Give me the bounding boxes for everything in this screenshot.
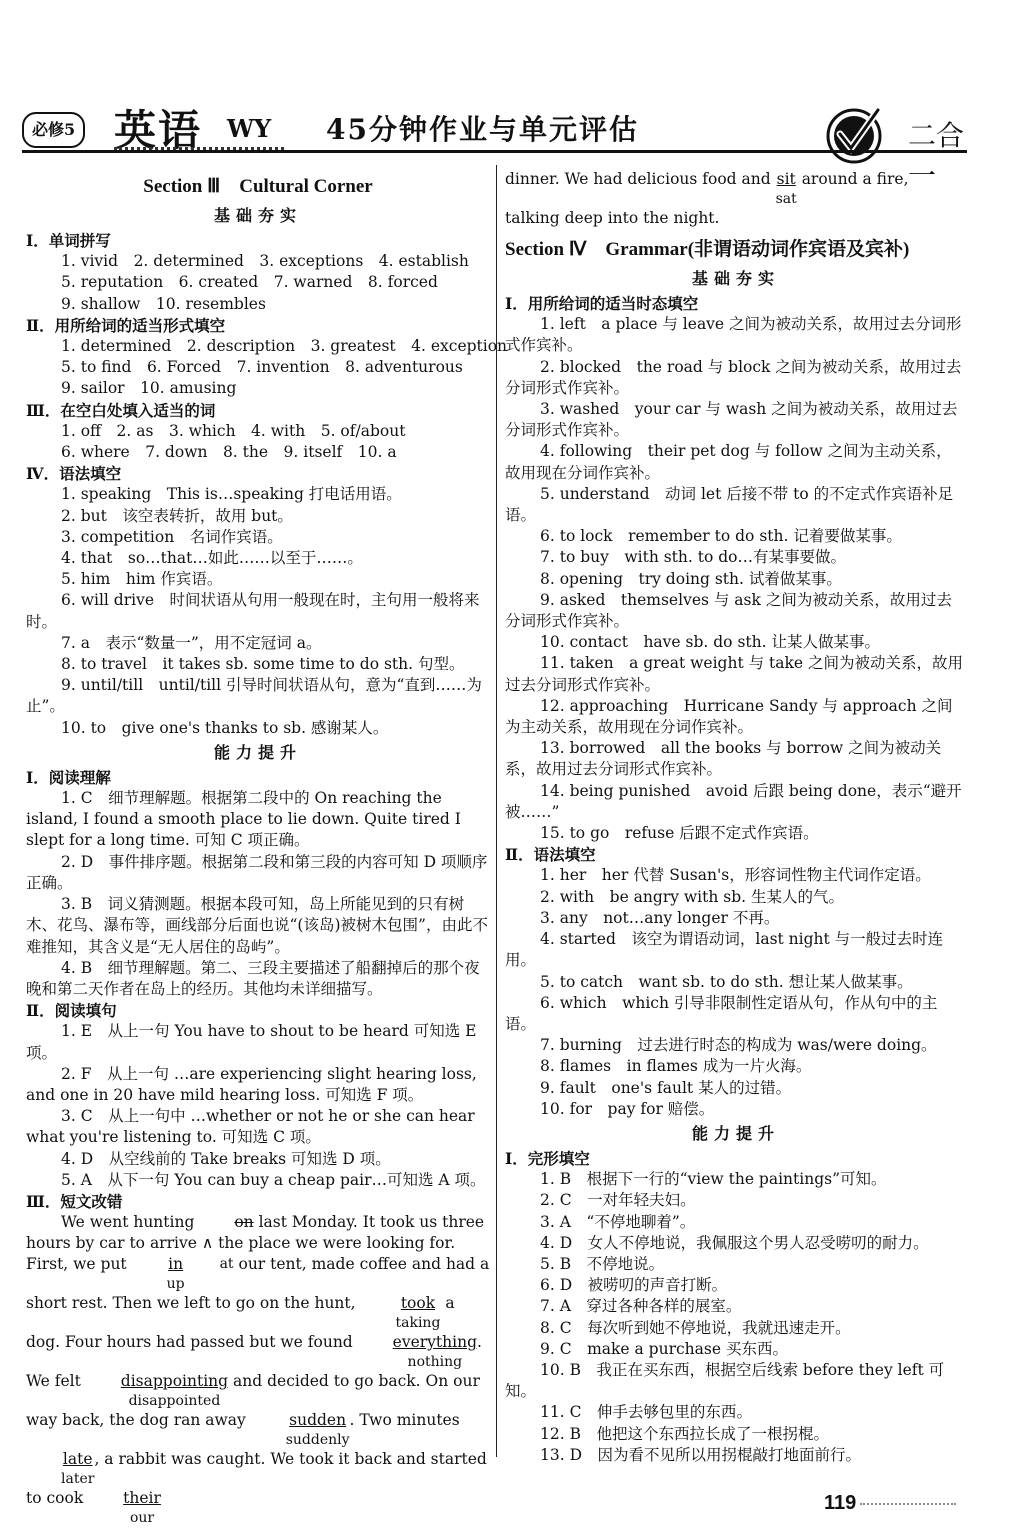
answer-item: 9. until/till until/till 引导时间状语从句，意为“直到……为止”。 (26, 676, 482, 716)
answer-item: 4. D 女人不停地说，我佩服这个男人忍受唠叨的耐力。 (540, 1233, 929, 1252)
answer-item: 1. her her 代替 Susan's，形容词性物主代词作定语。 (540, 866, 931, 885)
answer-item: 3. B 词义猜测题。根据本段可知，岛上所能见到的只有树木、花鸟、瀑布等，画线部分后面也说“(该岛)被树木包围”，由此不难推知，其含义是“无人居住的岛屿”。 (26, 895, 488, 956)
error-correction-passage-continued (505, 169, 967, 229)
wrong-word: sudden (289, 1411, 347, 1430)
answer-item: 4. following their pet dog 与 follow 之间为主动关系，故用现在分词作宾补。 (505, 442, 952, 482)
page-number-dots (860, 1503, 956, 1505)
answer-item: 11. C 伸手去够包里的东西。 (540, 1403, 752, 1422)
insertion-mark (185, 1254, 234, 1275)
answer-item: 5. to catch want sb. to do sth. 想让某人做某事。 (540, 972, 913, 991)
part-heading: Ⅱ．阅读填句 (26, 1001, 117, 1021)
correction-mark (358, 1332, 477, 1371)
answer-line: 1. off 2. as 3. which 4. with 5. of/about (61, 421, 406, 440)
answer-item: 2. with be angry with sb. 生某人的气。 (540, 887, 845, 906)
correction-mark (251, 1410, 350, 1449)
answer-item: 5. understand 动词 let 后接不带 to 的不定式作宾语补足语。 (505, 484, 954, 525)
answer-item: 11. taken a great weight 与 take 之间为被动关系，故用过去分词形式作宾补。 (505, 654, 964, 694)
inserted-word: at (219, 1256, 234, 1273)
answer-item: 9. fault one's fault 某人的过错。 (540, 1078, 792, 1097)
answer-item: 2. F 从上一句 …are experiencing slight hearing loss, and one in 20 have mild hearing loss. 可知选 F 项。 (26, 1064, 477, 1104)
answer-item: 13. D 因为看不见所以用拐棍敲打地面前行。 (540, 1445, 862, 1464)
answer-line: 5. reputation 6. created 7. warned 8. forced (61, 273, 438, 292)
answer-item: 15. to go refuse 后跟不定式作宾语。 (540, 824, 819, 843)
answer-item: 9. C make a purchase 买东西。 (540, 1339, 788, 1358)
answer-item: 1. C 细节理解题。根据第二段中的 On reaching the island, I found a smooth place to lie down. Quite tired I slept for a long time. 可知 C 项正确。 (26, 789, 461, 850)
passage-text: our tent, made coffee and had a short rest. Then we left to go on the hunt, (26, 1255, 490, 1313)
checkmark-logo-icon (814, 92, 894, 172)
answer-item: 2. blocked the road 与 block 之间为被动关系，故用过去分词形式作宾补。 (505, 357, 962, 397)
answer-item: 2. but 该空表转折，故用 but。 (61, 506, 293, 525)
answer-line: 1. vivid 2. determined 3. exceptions 4. establish (61, 252, 469, 271)
answer-item: 6. will drive 时间状语从句用一般现在时，主句用一般将来时。 (26, 591, 480, 631)
passage-text: around a fire, talking deep into the night. (505, 170, 909, 227)
improve-heading: 能力提升 (213, 742, 302, 762)
basic-heading: 基础夯实 (691, 269, 780, 288)
answer-item: 6. which which 引导非限制性定语从句，作从句中的主语。 (505, 993, 938, 1033)
answer-item: 3. washed your car 与 wash 之间为被动关系，故用过去分词形式作宾补。 (505, 400, 958, 440)
column-divider (496, 165, 497, 1457)
correction-mark (199, 1212, 253, 1233)
deleted-word: on (234, 1213, 254, 1232)
correction-mark (361, 1293, 441, 1332)
answer-item: 7. A 穿过各种各样的展室。 (540, 1297, 742, 1316)
answer-item: 7. a 表示“数量一”，用不定冠词 a。 (61, 633, 322, 652)
answer-item: 12. B 他把这个东西拉长成了一根拐棍。 (540, 1424, 829, 1443)
answer-item: 8. flames in flames 成为一片火海。 (540, 1057, 812, 1076)
part-heading: Ⅲ．短文改错 (26, 1191, 123, 1211)
answer-item: 7. burning 过去进行时态的构成为 was/were doing。 (540, 1036, 937, 1055)
correction-mark (132, 1254, 185, 1293)
improve-heading: 能力提升 (691, 1123, 780, 1143)
answer-item: 1. left a place 与 leave 之间为被动关系，故用过去分词形式作宾补。 (505, 315, 962, 355)
answer-item: 13. borrowed all the books 与 borrow 之间为被动关系，故用过去分词形式作宾补。 (505, 739, 942, 779)
correction-mark (776, 169, 797, 208)
answer-line: 9. shallow 10. resembles (61, 294, 266, 313)
answer-item: 5. A 从下一句 You can buy a cheap pair…可知选 A 项。 (61, 1170, 486, 1189)
answer-item: 3. C 从上一句中 …whether or not he or she can hear what you're listening to. 可知选 C 项。 (26, 1107, 475, 1147)
corrected-word: taking (395, 1315, 441, 1332)
passage-text: , a rabbit was caught. We took it back and started to cook (26, 1450, 487, 1508)
answer-item: 12. approaching Hurricane Sandy 与 approach 之间为主动关系，故用现在分词作宾补。 (505, 696, 953, 737)
passage-text: a dog. Four hours had passed but we found (26, 1294, 455, 1352)
answer-item: 4. D 从空线前的 Take breaks 可知选 D 项。 (61, 1149, 391, 1168)
passage-text: last Monday. It took us three hours by car to arrive ∧ the place we were looking for. First, we put (26, 1213, 485, 1274)
answer-item: 8. opening try doing sth. 试着做某事。 (540, 569, 842, 588)
volume-badge: 必修5 (22, 112, 85, 148)
answer-item: 2. D 事件排序题。根据第二段和第三段的内容可知 D 项顺序正确。 (26, 852, 488, 892)
part-heading: Ⅲ．在空白处填入适当的词 (26, 400, 216, 420)
answer-item: 3. competition 名词作宾语。 (61, 527, 283, 546)
answer-item: 7. to buy with sth. to do…有某事要做。 (540, 548, 846, 567)
answer-item: 10. B 我正在买东西，根据空后线索 before they left 可知。 (505, 1360, 945, 1401)
part-heading: Ⅰ．完形填空 (505, 1148, 590, 1168)
answer-item: 4. that so…that…如此……以至于……。 (61, 549, 363, 568)
wrong-word: their (123, 1489, 161, 1508)
section-title: Section Ⅲ Cultural Corner (143, 176, 373, 197)
answer-item: 4. B 细节理解题。第二、三段主要描述了船翻掉后的那个夜晚和第二天作者在岛上的经历。其他均未详细描写。 (26, 958, 480, 998)
answer-item: 5. him him 作宾语。 (61, 570, 223, 589)
answer-item: 10. to give one's thanks to sb. 感谢某人。 (61, 718, 389, 737)
corrected-word: our (129, 1510, 155, 1527)
part-heading: Ⅰ．阅读理解 (26, 767, 111, 787)
answer-item: 2. C 一对年轻夫妇。 (540, 1191, 696, 1210)
part-heading: Ⅰ．用所给词的适当时态填空 (505, 294, 699, 313)
basic-heading: 基础夯实 (213, 206, 302, 225)
book-title: 英语 (114, 106, 203, 155)
correction-mark (86, 1371, 228, 1410)
header-rule (22, 150, 967, 153)
answer-item: 3. A “不停地聊着”。 (540, 1212, 696, 1231)
wrong-word: sit (776, 170, 796, 188)
answer-item: 6. D 被唠叨的声音打断。 (540, 1276, 728, 1295)
answer-item: 10. for pay for 赔偿。 (540, 1099, 715, 1118)
answer-item: 1. speaking This is…speaking 打电话用语。 (61, 485, 402, 504)
corrected-word: disappointed (128, 1393, 221, 1410)
passage-text: dinner. We had delicious food and (505, 170, 776, 188)
wrong-word: everything (392, 1333, 477, 1352)
section-title: Section Ⅳ Grammar(非谓语动词作宾语及宾补) (505, 239, 910, 260)
part-heading: Ⅰ．单词拼写 (26, 231, 111, 250)
answer-line: 1. determined 2. description 3. greatest 4. exception (61, 337, 508, 356)
passage-text: . Two minutes (349, 1411, 460, 1430)
correction-mark (88, 1488, 161, 1527)
corrected-word: nothing (407, 1354, 463, 1371)
corrected-word: later (61, 1471, 95, 1488)
passage-text: We went hunting (61, 1213, 200, 1232)
two-in-one-label: 二合一 (908, 119, 965, 192)
right-column (505, 169, 967, 1466)
error-correction-passage (26, 1212, 490, 1527)
passage-text: and decided to go back. On our way back, the dog ran away (26, 1372, 480, 1430)
answer-item: 8. C 每次听到她不停地说，我就迅速走开。 (540, 1318, 851, 1337)
answer-line: 6. where 7. down 8. the 9. itself 10. a (61, 443, 397, 462)
answer-item: 14. being punished avoid 后跟 being done，表示“避开被……” (505, 781, 962, 821)
part-heading: Ⅱ．语法填空 (505, 845, 596, 865)
answer-item: 1. E 从上一句 You have to shout to be heard 可知选 E 项。 (26, 1022, 477, 1062)
series-subtitle: 45分钟作业与单元评估 (326, 113, 639, 146)
answer-item: 9. asked themselves 与 ask 之间为被动关系，故用过去分词形式作宾补。 (505, 590, 952, 631)
answer-item: 8. to travel it takes sb. some time to do sth. 句型。 (61, 655, 465, 674)
part-heading: Ⅱ．用所给词的适当形式填空 (26, 315, 226, 335)
wrong-word: in (168, 1255, 184, 1274)
answer-line: 5. to find 6. Forced 7. invention 8. adventurous (61, 358, 463, 377)
corrected-word: sat (775, 191, 797, 207)
answer-item: 6. to lock remember to do sth. 记着要做某事。 (540, 527, 902, 546)
answer-line: 9. sailor 10. amusing (61, 379, 237, 398)
answer-item: 3. any not…any longer 不再。 (540, 908, 780, 927)
answer-item: 1. B 根据下一行的“view the paintings”可知。 (540, 1170, 887, 1189)
answer-item: 5. B 不停地说。 (540, 1254, 665, 1273)
correction-mark (26, 1449, 94, 1488)
page-number: 119 (824, 1492, 857, 1514)
answer-item: 10. contact have sb. do sth. 让某人做某事。 (540, 633, 880, 652)
corrected-word: suddenly (285, 1432, 350, 1449)
passage-text: . We felt (26, 1333, 482, 1391)
wrong-word: disappointing (120, 1372, 229, 1391)
wrong-word: late (62, 1450, 93, 1469)
edition-label: WY (227, 114, 272, 143)
left-column (26, 172, 508, 1527)
wrong-word: took (400, 1294, 436, 1313)
answer-item: 4. started 该空为谓语动词，last night 与一般过去时连用。 (505, 930, 944, 970)
part-heading: Ⅳ．语法填空 (26, 464, 122, 484)
corrected-word: up (166, 1276, 185, 1293)
